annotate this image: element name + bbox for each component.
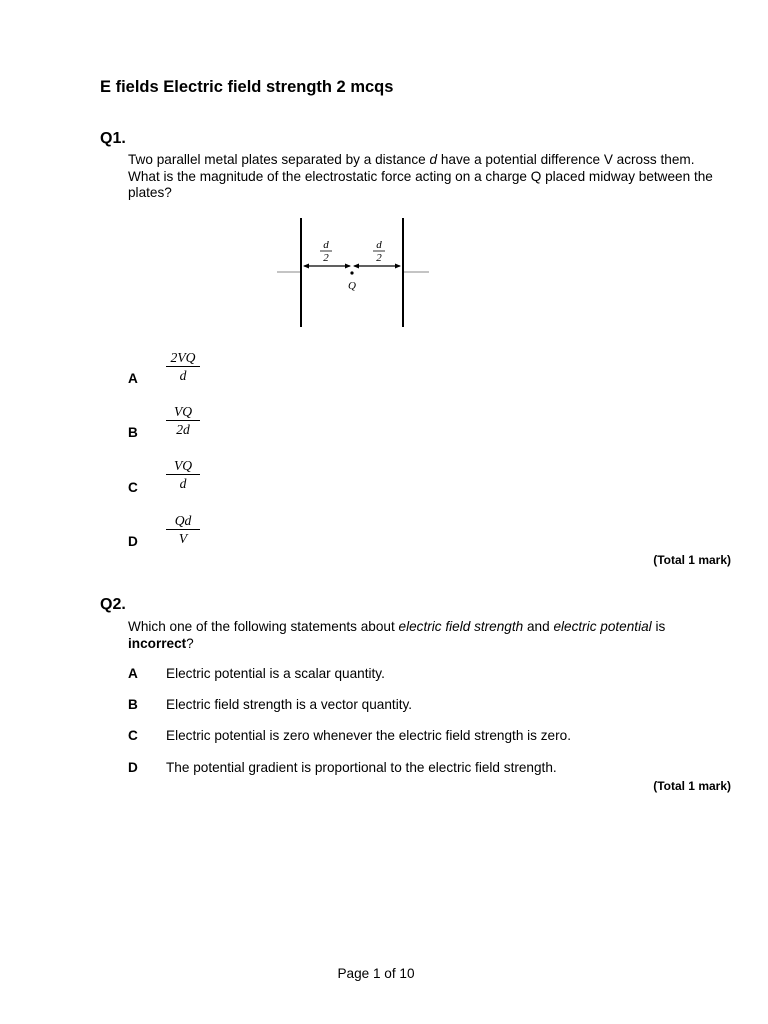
stem-text: Two parallel metal plates separated by a distance bbox=[128, 152, 430, 167]
q2-option-c-letter[interactable]: C bbox=[128, 728, 138, 743]
q2-option-b-text[interactable]: Electric field strength is a vector quantity. bbox=[166, 697, 413, 712]
option-a-letter[interactable]: A bbox=[128, 371, 138, 386]
question-1-stem bbox=[128, 152, 728, 202]
option-c-letter[interactable]: C bbox=[128, 480, 138, 495]
q2-option-a-text[interactable]: Electric potential is a scalar quantity. bbox=[166, 666, 385, 681]
right-arrowhead bbox=[395, 264, 401, 269]
question-2-heading: Q2. bbox=[100, 596, 126, 613]
denominator: d bbox=[179, 476, 187, 491]
charge-label: Q bbox=[348, 280, 356, 292]
q2-option-a-letter[interactable]: A bbox=[128, 666, 138, 681]
numerator: 2VQ bbox=[170, 350, 196, 365]
page-number: Page 1 of 10 bbox=[337, 966, 415, 981]
option-c-fraction bbox=[166, 458, 200, 491]
right-half-numerator: d bbox=[376, 239, 382, 251]
question-2-total-mark: (Total 1 mark) bbox=[653, 779, 731, 793]
stem-text: is bbox=[651, 619, 666, 634]
stem-text: and bbox=[523, 619, 554, 634]
right-arrowhead bbox=[353, 264, 359, 269]
denominator: d bbox=[179, 368, 187, 383]
stem-emphasis: electric field strength bbox=[398, 619, 524, 634]
charge-point bbox=[350, 271, 353, 274]
numerator: VQ bbox=[173, 458, 193, 473]
right-half-denominator: 2 bbox=[376, 252, 382, 264]
question-1-total-mark: (Total 1 mark) bbox=[653, 553, 731, 567]
numerator: VQ bbox=[173, 404, 193, 419]
denominator: 2d bbox=[176, 422, 190, 437]
stem-text: have a potential difference V across them. What is the magnitude of the electrostatic force acting on a charge Q placed midway between the plates? bbox=[128, 152, 713, 200]
left-half-numerator: d bbox=[323, 239, 329, 251]
stem-text: ? bbox=[186, 635, 194, 651]
left-arrowhead bbox=[345, 264, 351, 269]
fraction-bar bbox=[166, 529, 200, 530]
numerator: Qd bbox=[174, 513, 192, 528]
option-d-fraction bbox=[166, 513, 200, 546]
option-b-letter[interactable]: B bbox=[128, 425, 138, 440]
stem-emphasis: electric potential bbox=[553, 619, 652, 634]
option-d-letter[interactable]: D bbox=[128, 534, 138, 549]
q2-option-c-text[interactable]: Electric potential is zero whenever the electric field strength is zero. bbox=[166, 728, 571, 743]
q2-option-b-letter[interactable]: B bbox=[128, 697, 138, 712]
fraction-bar bbox=[166, 474, 200, 475]
fraction-bar bbox=[166, 366, 200, 367]
option-b-fraction bbox=[166, 404, 200, 437]
left-half-denominator: 2 bbox=[323, 252, 329, 264]
page-title: E fields Electric field strength 2 mcqs bbox=[100, 78, 394, 96]
question-1-heading: Q1. bbox=[100, 130, 126, 147]
question-2-stem bbox=[128, 619, 728, 652]
fraction-bar bbox=[166, 420, 200, 421]
option-a-fraction bbox=[166, 350, 200, 383]
stem-variable: d bbox=[429, 152, 438, 167]
q2-option-d-text[interactable]: The potential gradient is proportional to the electric field strength. bbox=[166, 760, 557, 775]
left-arrowhead bbox=[303, 264, 309, 269]
q2-option-d-letter[interactable]: D bbox=[128, 760, 138, 775]
denominator: V bbox=[178, 531, 188, 546]
stem-text: Which one of the following statements about bbox=[128, 619, 399, 634]
stem-bold: incorrect bbox=[128, 635, 187, 651]
parallel-plates-diagram bbox=[270, 214, 435, 332]
